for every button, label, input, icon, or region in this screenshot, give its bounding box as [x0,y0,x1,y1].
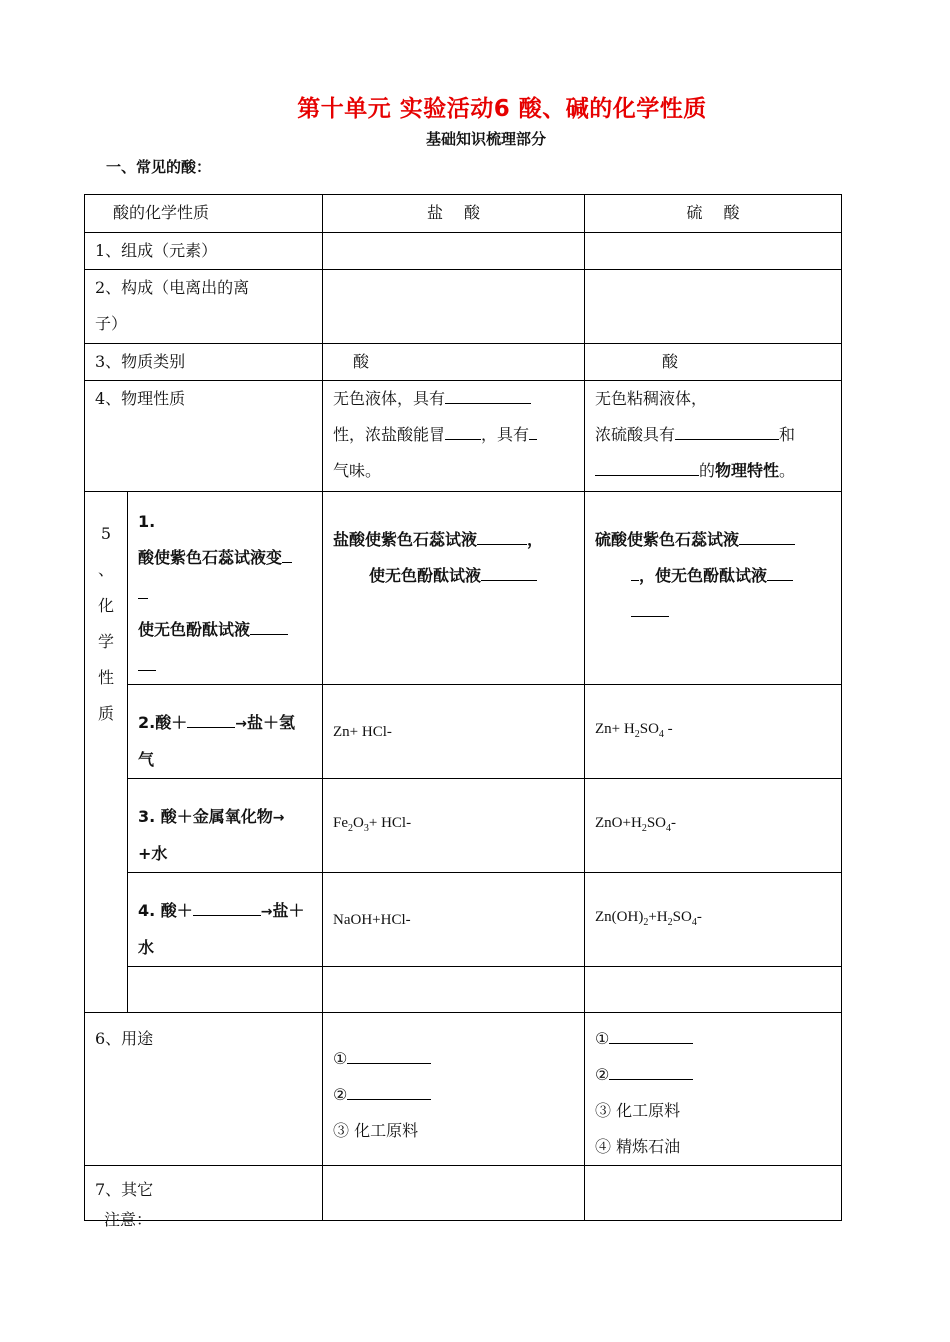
fill-blank[interactable] [138,652,156,671]
label-acid-oxide: 3. 酸＋金属氧化物→ +水 [128,779,323,873]
cell-hcl-composition [323,233,585,270]
fill-blank[interactable] [631,562,639,581]
label-ions: 2、构成（电离出的离 子） [85,270,323,344]
label-category: 3、物质类别 [85,344,323,381]
cell-hcl-other [323,1166,585,1221]
header-property: 酸的化学性质 [85,195,323,233]
cell-hcl-ions [323,270,585,344]
fill-blank[interactable] [445,421,481,440]
label-acid-base: 4. 酸＋ →盐＋ 水 [128,873,323,967]
fill-blank[interactable] [250,616,288,635]
cell-hcl-indicator: 盐酸使紫色石蕊试液 ， 使无色酚酞试液 [323,492,585,685]
note-label: 注意： [104,1210,153,1229]
label-composition: 1、组成（元素） [85,233,323,270]
fill-blank[interactable] [675,421,779,440]
cell-h2so4-composition [585,233,842,270]
cell-empty [585,967,842,1013]
table-row-physical [85,381,842,492]
fill-blank[interactable] [529,421,537,440]
table-row-chem-empty [85,967,842,1013]
cell-h2so4-uses: ① ② ③ 化工原料 ④ 精炼石油 [585,1013,842,1166]
cell-empty [128,967,323,1013]
cell-hcl-metal: Zn+ HCl- [323,685,585,779]
label-indicator: 1. 酸使紫色石蕊试液变 使无色酚酞试液 [128,492,323,685]
fill-blank[interactable] [481,562,537,581]
reaction-arrow-icon: → [260,904,273,920]
label-uses: 6、用途 [85,1013,323,1166]
cell-empty [323,967,585,1013]
reaction-arrow-icon: → [272,810,285,826]
cell-h2so4-physical: 无色粘稠液体， 浓硫酸具有 和 的物理特性。 [585,381,842,492]
table-row-chem-oxide [85,779,842,873]
table-row-chem-base [85,873,842,967]
fill-blank[interactable] [193,897,261,916]
page-title: 第十单元 实验活动6 酸、碱的化学性质 [297,96,707,122]
cell-h2so4-oxide: $ZnO+H_2SO_4-$ [585,779,842,873]
cell-h2so4-base: $Zn(OH)_2+H_2SO_4-$ [585,873,842,967]
fill-blank[interactable] [187,709,235,728]
table-row-ions [85,270,842,344]
fill-blank[interactable] [138,580,148,599]
fill-blank[interactable] [609,1025,693,1044]
cell-h2so4-ions [585,270,842,344]
header-h2so4: 硫 酸 [585,195,842,233]
label-chemical-properties: 5 、 化 学 性 质 [85,492,128,1013]
fill-blank[interactable] [445,385,531,404]
fill-blank[interactable] [477,526,527,545]
cell-hcl-uses: ① ② ③ 化工原料 [323,1013,585,1166]
table-row-other [85,1166,842,1221]
reaction-arrow-icon: → [235,716,247,732]
page-subtitle: 基础知识梳理部分 [425,130,546,148]
fill-blank[interactable] [347,1081,431,1100]
fill-blank[interactable] [609,1061,693,1080]
cell-hcl-base: NaOH+HCl- [323,873,585,967]
cell-h2so4-other [585,1166,842,1221]
cell-h2so4-indicator: 硫酸使紫色石蕊试液 ，使无色酚酞试液 [585,492,842,685]
section-heading: 一、常见的酸： [106,158,212,176]
table-row-category [85,344,842,381]
fill-blank[interactable] [767,562,793,581]
table-row-chem-indicator [85,492,842,685]
table-row-chem-metal [85,685,842,779]
table-row-uses [85,1013,842,1166]
fill-blank[interactable] [595,457,699,476]
cell-hcl-oxide: $Fe_2O_3+ HCl-$ [323,779,585,873]
label-acid-metal: 2.酸＋ →盐＋氢 气 [128,685,323,779]
fill-blank[interactable] [739,526,795,545]
cell-hcl-category: 酸 [323,344,585,381]
label-other: 7、其它 [85,1166,323,1221]
table-header-row [85,195,842,233]
acid-properties-table [84,194,842,1221]
fill-blank[interactable] [282,544,292,563]
header-hcl: 盐 酸 [323,195,585,233]
cell-hcl-physical: 无色液体，具有 性，浓盐酸能冒 ，具有 气味。 [323,381,585,492]
cell-h2so4-category: 酸 [585,344,842,381]
fill-blank[interactable] [631,598,669,617]
table-row-composition [85,233,842,270]
fill-blank[interactable] [347,1045,431,1064]
label-physical: 4、物理性质 [85,381,323,492]
cell-h2so4-metal: $Zn+ H_2SO_4$ - [585,685,842,779]
